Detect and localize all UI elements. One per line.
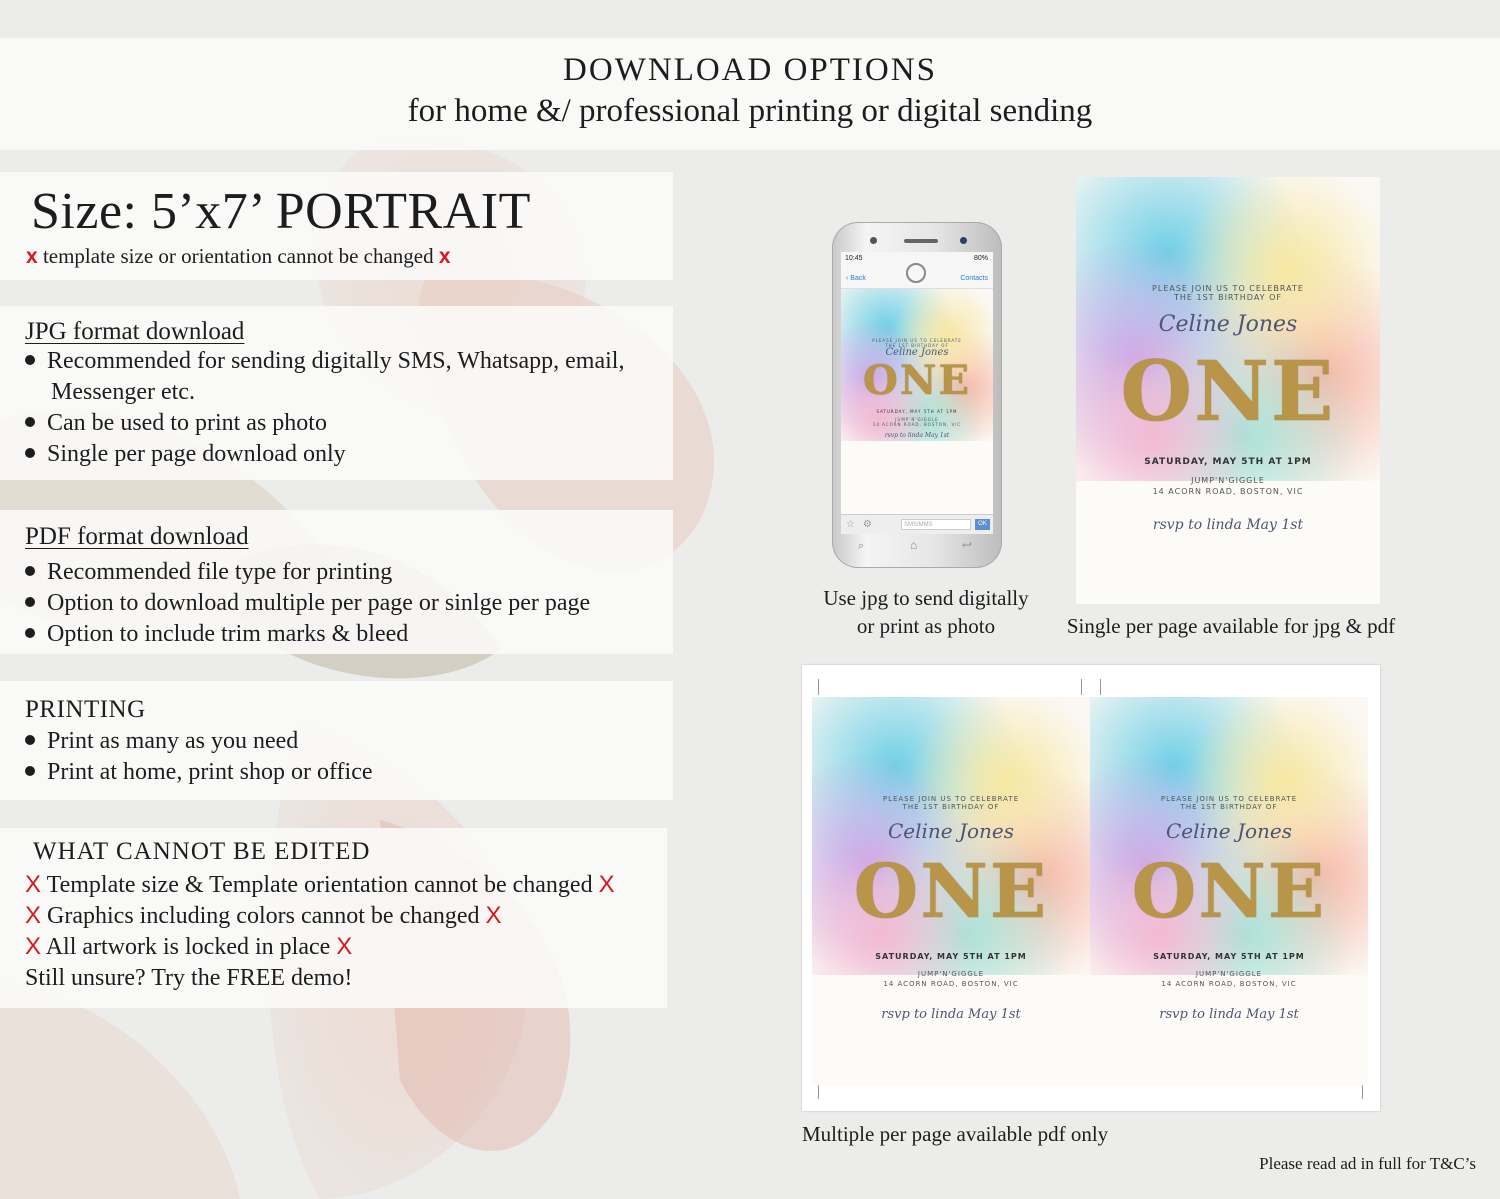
jpg-section-title: JPG format download (25, 318, 245, 345)
invite-name: Celine Jones (887, 819, 1015, 843)
sms-bar (841, 514, 993, 534)
x-mark-icon: X (598, 871, 615, 898)
single-invite-card (1076, 177, 1380, 604)
invite-date: SATURDAY, MAY 5TH AT 1PM (1144, 457, 1312, 467)
list-item: X Graphics including colors cannot be changed X (25, 902, 502, 929)
bullet-icon (25, 628, 35, 638)
x-mark-icon: X (485, 902, 502, 929)
invite-name: Celine Jones (885, 347, 949, 358)
printing-section (0, 681, 673, 800)
invite-intro: PLEASE JOIN US TO CELEBRATE THE 1ST BIRTHDAY OF (872, 338, 962, 348)
demo-text: Still unsure? Try the FREE demo! (25, 965, 353, 991)
size-note (26, 244, 451, 269)
phone-sensor-icon (960, 237, 967, 244)
list-item: Messenger etc. (51, 379, 195, 405)
invite-one: ONE (1120, 344, 1336, 440)
pdf-section (0, 510, 673, 654)
invite-intro: PLEASE JOIN US TO CELEBRATE THE 1ST BIRTHDAY OF (882, 795, 1020, 811)
invite-date: SATURDAY, MAY 5TH AT 1PM (1153, 952, 1305, 961)
header-panel (0, 38, 1500, 150)
multi-page-sheet (802, 665, 1380, 1111)
invite-rsvp: rsvp to linda May 1st (1159, 1007, 1299, 1022)
sms-input[interactable]: SMS/MMS (901, 519, 971, 530)
trim-mark (818, 1083, 819, 1099)
jpg-section (0, 306, 673, 480)
contact-avatar-icon (906, 263, 926, 283)
multiple-caption: Multiple per page available pdf only (802, 1122, 1109, 1146)
bullet-icon (25, 448, 35, 458)
list-item: Print as many as you need (25, 727, 298, 755)
invite-intro: PLEASE JOIN US TO CELEBRATE THE 1ST BIRTHDAY OF (1160, 795, 1298, 811)
invite-venue: JUMP'N'GIGGLE 14 ACORN ROAD, BOSTON, VIC (872, 417, 962, 427)
invite-rsvp: rsvp to linda May 1st (1152, 517, 1304, 533)
phone-caption: Use jpg to send digitally or print as photo (823, 586, 1029, 638)
trim-mark (1100, 679, 1101, 695)
page-title: DOWNLOAD OPTIONS (563, 52, 937, 88)
page-subtitle: for home &/ professional printing or digital sending (407, 93, 1093, 129)
bullet-icon (25, 735, 35, 745)
trim-mark (1081, 679, 1082, 695)
invite-date: SATURDAY, MAY 5TH AT 1PM (876, 409, 958, 414)
phone-time: 10:45 (845, 255, 863, 262)
invite-intro: PLEASE JOIN US TO CELEBRATE THE 1ST BIRTHDAY OF (1152, 284, 1304, 302)
search-icon: ⌕ (858, 540, 865, 552)
list-item: Option to include trim marks & bleed (25, 620, 408, 648)
bullet-icon (25, 417, 35, 427)
bullet-icon (25, 597, 35, 607)
invite-venue: JUMP'N'GIGGLE 14 ACORN ROAD, BOSTON, VIC (1161, 970, 1297, 988)
multi-invite-card-1 (812, 697, 1090, 1085)
back-button[interactable]: ‹ Back (846, 275, 866, 282)
not-editable-title: WHAT CANNOT BE EDITED (33, 838, 371, 865)
home-icon: ⌂ (910, 538, 918, 552)
x-mark-icon: x (438, 245, 451, 268)
trim-mark (818, 679, 819, 695)
pdf-section-title: PDF format download (25, 523, 249, 550)
invite-rsvp: rsvp to linda May 1st (881, 1007, 1021, 1022)
printing-section-title: PRINTING (25, 696, 146, 723)
x-mark-icon: X (25, 933, 42, 960)
size-panel (0, 172, 673, 280)
size-note-text: template size or orientation cannot be changed (42, 244, 434, 268)
invite-venue: JUMP'N'GIGGLE 14 ACORN ROAD, BOSTON, VIC (883, 970, 1019, 988)
invite-one: ONE (1131, 849, 1327, 935)
phone-invite-card (841, 289, 993, 514)
size-title: Size: 5’x7’ PORTRAIT (31, 183, 531, 240)
bullet-icon (25, 766, 35, 776)
x-mark-icon: X (25, 871, 42, 898)
invite-venue: JUMP'N'GIGGLE 14 ACORN ROAD, BOSTON, VIC (1152, 476, 1304, 496)
phone-screen (841, 252, 993, 534)
phone-battery: 80% (973, 255, 988, 262)
x-mark-icon: X (336, 933, 353, 960)
phone-camera-icon (870, 237, 877, 244)
invite-rsvp: rsvp to linda May 1st (884, 432, 950, 439)
invite-date: SATURDAY, MAY 5TH AT 1PM (875, 952, 1027, 961)
invite-name: Celine Jones (1158, 312, 1298, 337)
phone-status-bar (841, 252, 993, 289)
back-icon: ↩ (962, 538, 973, 552)
settings-icon[interactable]: ⚙ (863, 519, 872, 530)
list-item: X All artwork is locked in place X (25, 933, 353, 960)
bullet-icon (25, 355, 35, 365)
ok-button[interactable]: OK (975, 519, 990, 530)
footnote: Please read ad in full for T&C’s (1259, 1154, 1476, 1173)
star-icon[interactable]: ☆ (846, 519, 855, 530)
list-item: Option to download multiple per page or sinlge per page (25, 589, 590, 617)
bullet-icon (25, 566, 35, 576)
invite-one: ONE (863, 357, 971, 404)
list-item: Single per page download only (25, 440, 346, 468)
x-mark-icon: X (25, 902, 42, 929)
list-item: Recommended file type for printing (25, 558, 392, 586)
phone-mockup (832, 222, 1002, 568)
multi-invite-card-2 (1090, 697, 1368, 1085)
list-item: Print at home, print shop or office (25, 758, 373, 786)
list-item: Can be used to print as photo (25, 409, 327, 437)
phone-speaker (904, 239, 938, 243)
list-item: Recommended for sending digitally SMS, Whatsapp, email, (25, 347, 624, 375)
contacts-button[interactable]: Contacts (960, 275, 988, 282)
single-caption: Single per page available for jpg & pdf (1066, 614, 1396, 638)
trim-mark (1362, 1083, 1363, 1099)
invite-one: ONE (853, 849, 1049, 935)
list-item: X Template size & Template orientation cannot be changed X (25, 871, 615, 898)
x-mark-icon: x (26, 245, 38, 268)
not-editable-section (0, 828, 667, 1008)
invite-name: Celine Jones (1165, 819, 1293, 843)
